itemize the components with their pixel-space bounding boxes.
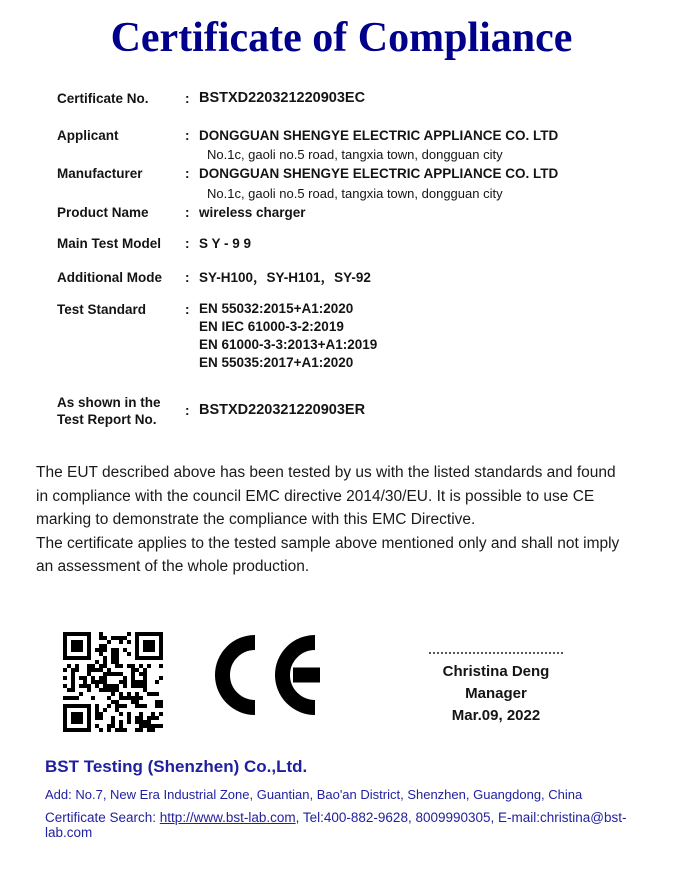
signature-line: [429, 652, 563, 654]
qr-code: [63, 632, 163, 732]
test-standard-value: EN 55032:2015+A1:2020: [199, 301, 354, 316]
additional-mode-label: Additional Mode: [57, 269, 162, 285]
certificate-info-section: [57, 89, 643, 428]
field-row-main-test-model: [57, 234, 643, 254]
test-standard-values: [199, 300, 643, 372]
compliance-statement: [36, 461, 663, 579]
colon-separator: :: [185, 91, 190, 106]
lab-website-link[interactable]: http://www.bst-lab.com: [159, 810, 296, 825]
main-test-model-value: S Y - 9 9: [199, 236, 252, 251]
field-row-product-name: [57, 203, 643, 223]
signatory-role: Manager: [465, 685, 527, 702]
manufacturer-label: Manufacturer: [57, 166, 143, 181]
applicant-address: No.1c, gaoli no.5 road, tangxia town, dongguan city: [207, 147, 503, 162]
colon-separator: :: [185, 236, 190, 251]
signature-block: [424, 652, 568, 727]
test-standard-value: EN 61000-3-3:2013+A1:2019: [199, 337, 378, 352]
lab-contact-info: , Tel:400-882-9628, 8009990305, E-mail:christina@bst-lab.com: [45, 810, 627, 840]
statement-line: marking to demonstrate the compliance with this EMC Directive.: [36, 511, 476, 528]
test-standard-label: Test Standard: [57, 302, 147, 317]
test-report-label: [57, 394, 185, 428]
ce-mark: [215, 635, 320, 715]
field-row-certificate-no: [57, 89, 643, 109]
manufacturer-value: DONGGUAN SHENGYE ELECTRIC APPLIANCE CO. LTD: [199, 166, 559, 181]
additional-mode-value: SY-H100，SY-H101，SY-92: [199, 269, 371, 285]
test-report-value: BSTXD220321220903ER: [199, 402, 366, 419]
colon-separator: :: [185, 403, 190, 419]
product-name-value: wireless charger: [199, 204, 306, 220]
certificate-search-line: [45, 810, 655, 840]
field-row-additional-mode: [57, 268, 643, 288]
statement-line: in compliance with the council EMC directive 2014/30/EU. It is possible to use CE: [36, 487, 595, 505]
colon-separator: :: [185, 166, 190, 181]
main-test-model-label: Main Test Model: [57, 236, 162, 251]
colon-separator: :: [185, 204, 190, 220]
product-name-label: Product Name: [57, 204, 149, 220]
statement-line: The certificate applies to the tested sample above mentioned only and shall not imply: [36, 534, 620, 552]
signature-date: Mar.09, 2022: [451, 707, 541, 724]
certificate-search-label: Certificate Search:: [45, 810, 160, 825]
certificate-no-label: Certificate No.: [57, 91, 149, 106]
test-report-label-line2: Test Report No.: [57, 412, 157, 427]
field-row-applicant: [57, 126, 643, 146]
test-standard-value: EN 55035:2017+A1:2020: [199, 355, 354, 370]
manufacturer-address: No.1c, gaoli no.5 road, tangxia town, dongguan city: [207, 185, 503, 201]
colon-separator: :: [185, 302, 190, 317]
test-report-label-line1: As shown in the: [57, 395, 161, 410]
statement-line: The EUT described above has been tested by us with the listed standards and found: [36, 464, 616, 481]
test-standard-value: EN IEC 61000-3-2:2019: [199, 319, 344, 334]
applicant-value: DONGGUAN SHENGYE ELECTRIC APPLIANCE CO. LTD: [199, 127, 559, 143]
lab-address: Add: No.7, New Era Industrial Zone, Guantian, Bao'an District, Shenzhen, Guangdong, China: [45, 787, 583, 802]
page-title: Certificate of Compliance: [110, 15, 573, 61]
signatory-name: Christina Deng: [442, 663, 550, 680]
field-row-manufacturer: [57, 164, 643, 184]
marks-and-signature-section: [0, 630, 683, 732]
statement-line: an assessment of the whole production.: [36, 558, 310, 575]
colon-separator: :: [185, 127, 190, 143]
lab-footer: [45, 757, 655, 840]
applicant-label: Applicant: [57, 127, 119, 143]
field-row-test-standard: [57, 300, 643, 372]
certificate-no-value: BSTXD220321220903EC: [199, 90, 366, 106]
lab-company-name: BST Testing (Shenzhen) Co.,Ltd.: [45, 757, 308, 776]
colon-separator: :: [185, 269, 190, 285]
field-row-test-report-no: [57, 394, 643, 428]
